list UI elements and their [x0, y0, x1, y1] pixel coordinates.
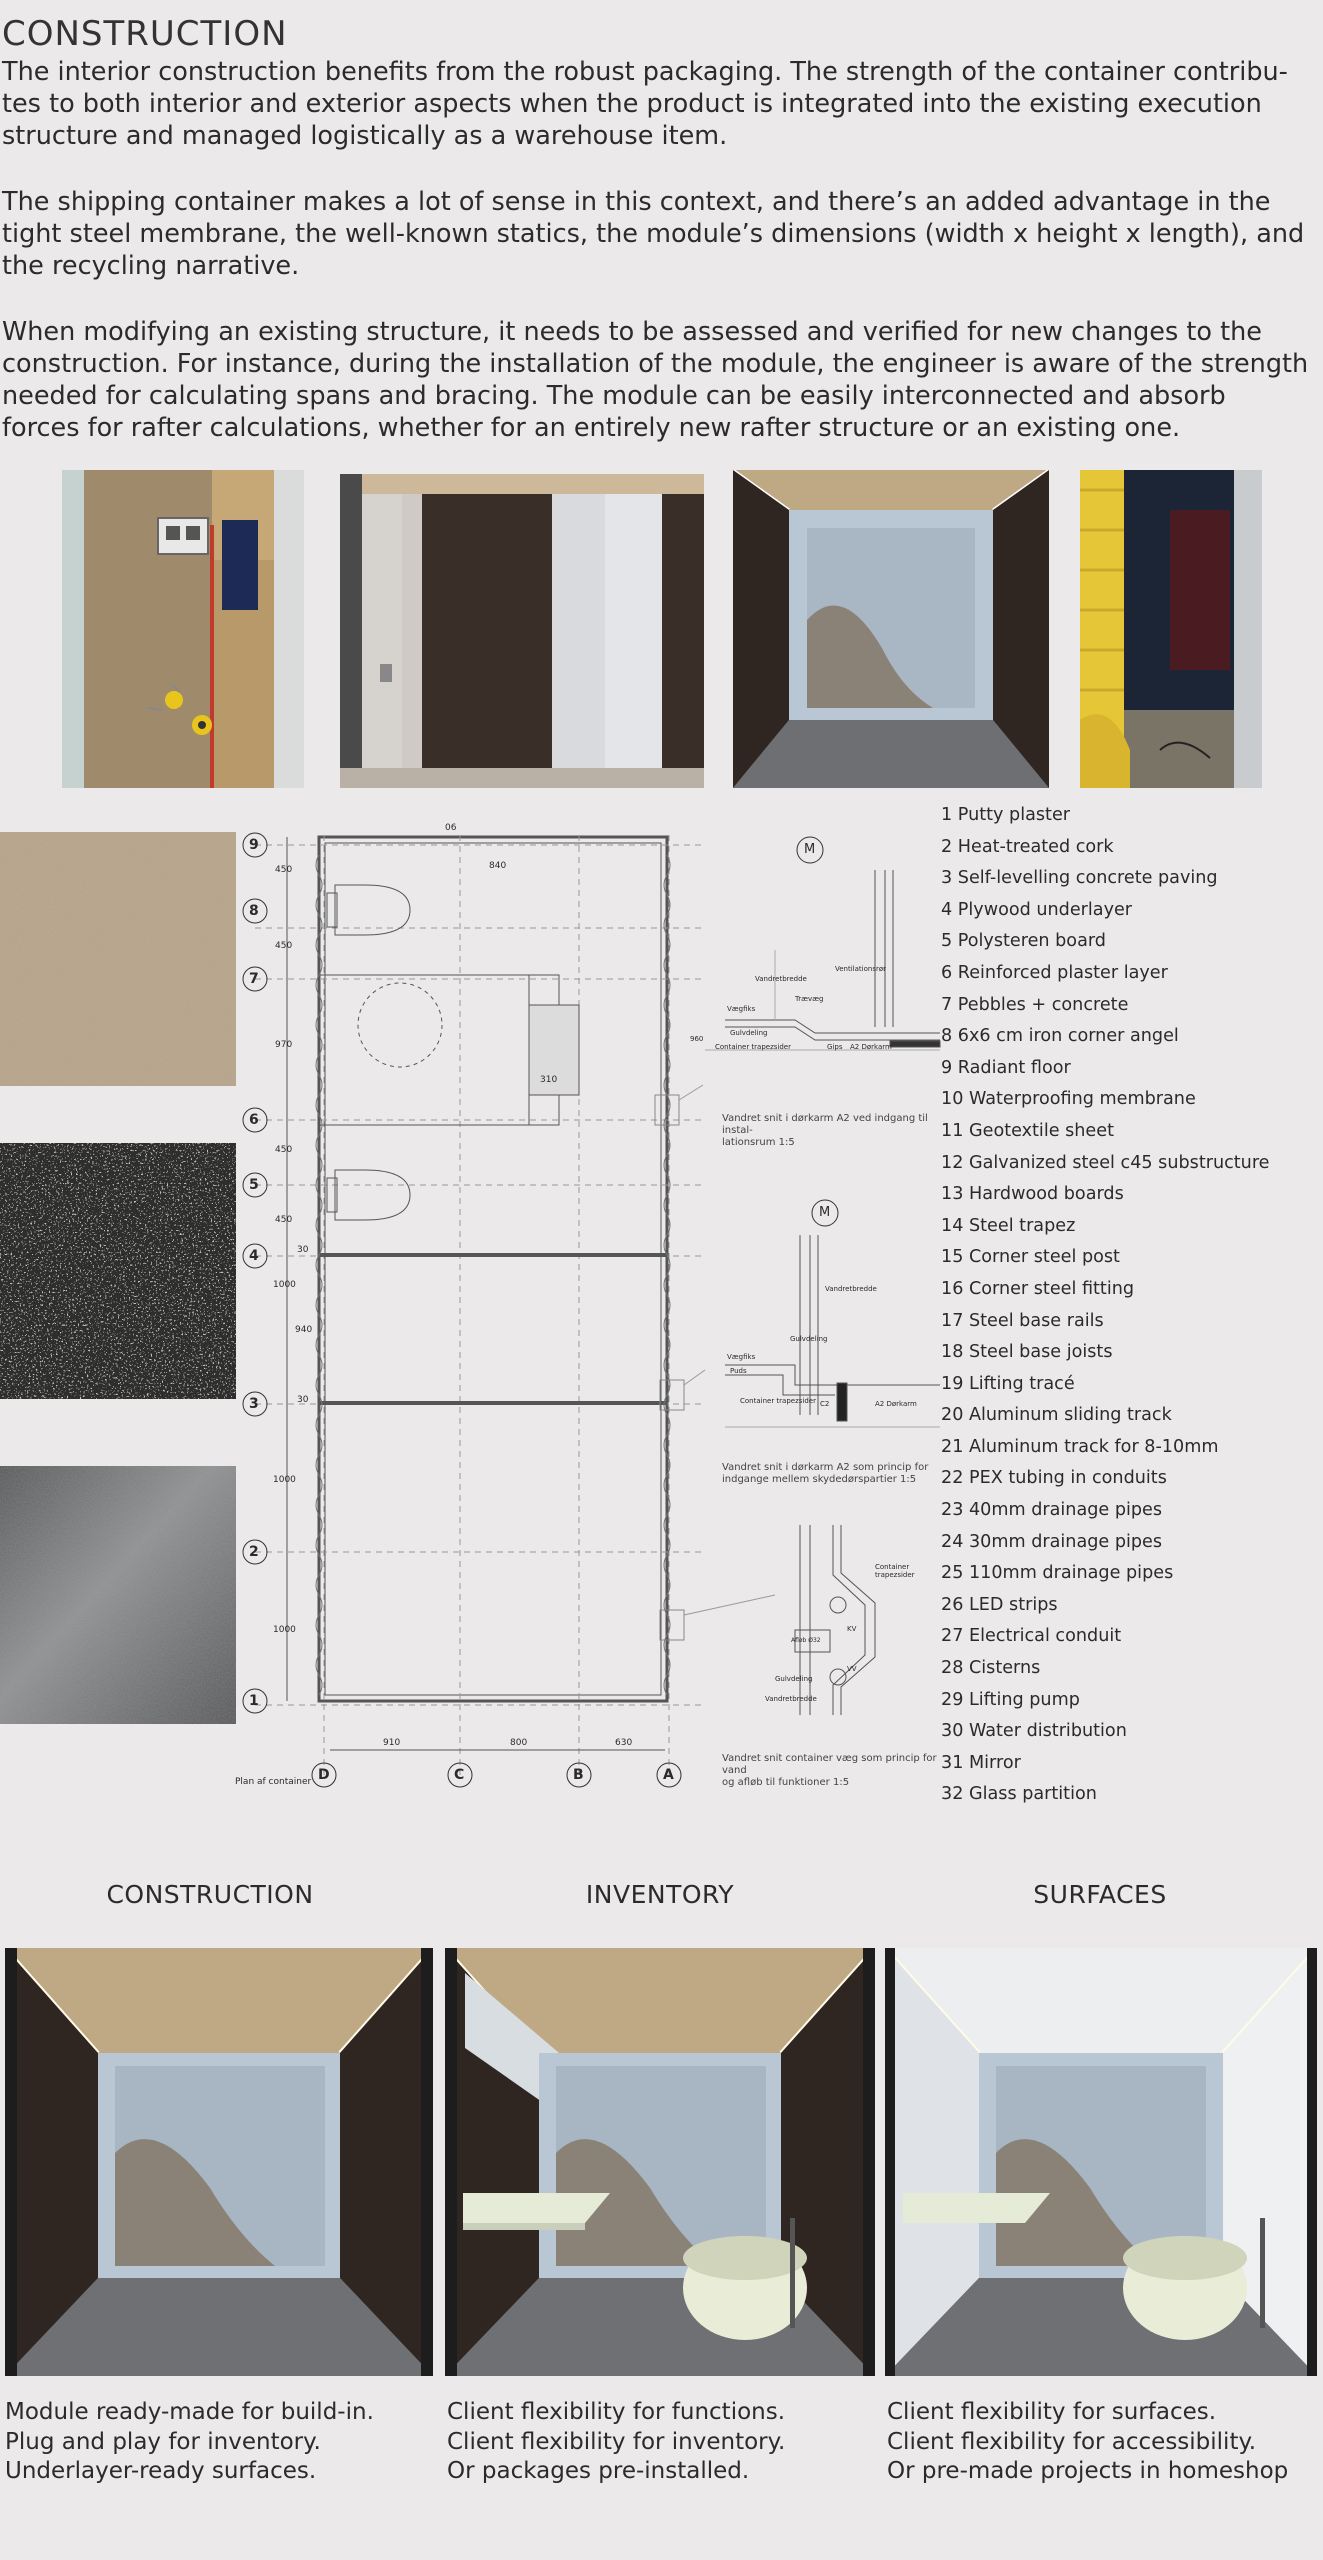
- legend-item: 3 Self-levelling concrete paving: [941, 868, 1218, 889]
- texture-putty-plaster: [0, 832, 236, 1086]
- legend-item: 14 Steel trapez: [941, 1215, 1076, 1236]
- legend-item: 6 Reinforced plaster layer: [941, 962, 1168, 983]
- caption-line: Client flexibility for functions.: [447, 2399, 786, 2425]
- dimension-label: 450: [275, 1215, 293, 1225]
- detail-caption: [722, 1462, 928, 1486]
- detail-label: Container trapezsider: [740, 1397, 816, 1405]
- photo-yellow-container: [1080, 470, 1262, 788]
- grid-col-label: D: [318, 1767, 330, 1783]
- grid-row-label: 2: [249, 1544, 259, 1560]
- paragraph-line: When modifying an existing structure, it needs to be assessed and verified for new changes to the: [2, 317, 1262, 347]
- dimension-label: 630: [615, 1738, 633, 1748]
- paragraph-line: The interior construction benefits from the robust packaging. The strength of the container contribu-: [2, 57, 1288, 87]
- grid-row-label: 7: [249, 971, 259, 987]
- legend-item: 5 Polysteren board: [941, 931, 1106, 952]
- materials-legend: [941, 800, 1321, 1811]
- detail-caption: [722, 1753, 950, 1789]
- dimension-label: 06: [445, 823, 457, 833]
- dimension-label: 310: [540, 1075, 558, 1085]
- dimension-label: 1000: [273, 1280, 296, 1290]
- legend-item: 32 Glass partition: [941, 1784, 1097, 1805]
- detail-label: Vægfiks: [727, 1005, 756, 1013]
- grid-row-label: 1: [249, 1693, 259, 1709]
- caption-line: Underlayer-ready surfaces.: [5, 2458, 317, 2484]
- dimension-label: 1000: [273, 1475, 296, 1485]
- caption-line: Vandret snit i dørkarm A2 som princip for: [722, 1462, 929, 1473]
- detail-label: KV: [847, 1625, 857, 1633]
- detail-label: C2: [820, 1400, 830, 1408]
- legend-item: 19 Lifting tracé: [941, 1373, 1075, 1394]
- paragraph-line: forces for rafter calculations, whether for an entirely new rafter structure or an existing one.: [2, 413, 1181, 443]
- paragraph-line: tes to both interior and exterior aspects when the product is integrated into the existing execution: [2, 89, 1262, 119]
- legend-item: 1 Putty plaster: [941, 805, 1070, 825]
- dimension-label: 450: [275, 1145, 293, 1155]
- caption-line: lationsrum 1:5: [722, 1137, 795, 1148]
- legend-item: 10 Waterproofing membrane: [941, 1089, 1196, 1110]
- structure-paragraph: [2, 316, 1320, 444]
- grid-row-label: 4: [249, 1248, 259, 1264]
- grid-row-label: 6: [249, 1112, 259, 1128]
- legend-item: 17 Steel base rails: [941, 1310, 1104, 1331]
- grid-col-label: C: [454, 1767, 465, 1783]
- legend-item: 11 Geotextile sheet: [941, 1120, 1114, 1141]
- container-paragraph: [2, 186, 1320, 282]
- legend-item: 21 Aluminum track for 8-10mm: [941, 1436, 1219, 1457]
- paragraph-line: construction. For instance, during the installation of the module, the engineer is aware of the strength: [2, 349, 1309, 379]
- detail-label: Gulvdeling: [775, 1675, 813, 1683]
- legend-item: 16 Corner steel fitting: [941, 1278, 1135, 1299]
- detail-label: Vandretbredde: [765, 1695, 817, 1703]
- caption-line: Vandret snit i dørkarm A2 ved indgang til instal-: [722, 1113, 928, 1136]
- paragraph-line: tight steel membrane, the well-known statics, the module’s dimensions (width x height x length), and: [2, 219, 1305, 249]
- photo-installation-wall: [62, 470, 304, 788]
- section-marker: M: [819, 1205, 831, 1220]
- container-floor-plan: [235, 815, 950, 1795]
- paragraph-line: needed for calculating spans and bracing. The module can be easily interconnected and absorb: [2, 381, 1226, 411]
- caption-line: Client flexibility for surfaces.: [887, 2399, 1217, 2425]
- legend-item: 31 Mirror: [941, 1752, 1021, 1773]
- dimension-label: 30: [297, 1395, 309, 1405]
- legend-item: 7 Pebbles + concrete: [941, 994, 1129, 1015]
- dimension-label: 450: [275, 865, 293, 875]
- texture-cork: [0, 1143, 236, 1399]
- plan-label: Plan af container: [235, 1777, 312, 1787]
- detail-label: Vægfiks: [727, 1353, 756, 1361]
- detail-label: Ventilationsrør: [835, 965, 887, 973]
- detail-label: Vandretbredde: [825, 1285, 877, 1293]
- caption-line: Module ready-made for build-in.: [5, 2399, 374, 2425]
- caption-line: indgange mellem skydedørspartier 1:5: [722, 1474, 917, 1485]
- legend-item: 18 Steel base joists: [941, 1342, 1113, 1363]
- dimension-label: 910: [383, 1738, 401, 1748]
- legend-item: 27 Electrical conduit: [941, 1626, 1122, 1647]
- detail-caption: [722, 1113, 950, 1149]
- detail-label: VV: [847, 1665, 857, 1673]
- caption-line: Client flexibility for inventory.: [447, 2428, 786, 2455]
- legend-item: 15 Corner steel post: [941, 1247, 1120, 1268]
- caption-construction: [5, 2398, 374, 2487]
- detail-label: Gulvdeling: [790, 1335, 828, 1343]
- detail-label: Container trapezsider: [875, 1563, 915, 1579]
- dimension-label: 840: [489, 861, 507, 871]
- grid-row-label: 8: [249, 903, 259, 919]
- page-title: CONSTRUCTION: [2, 14, 288, 54]
- caption-line: Or packages pre-installed.: [447, 2458, 750, 2484]
- legend-item: 30 Water distribution: [941, 1721, 1127, 1742]
- texture-concrete: [0, 1466, 236, 1724]
- caption-line: og afløb til funktioner 1:5: [722, 1777, 850, 1788]
- dimension-label: 450: [275, 941, 293, 951]
- grid-row-label: 5: [249, 1177, 259, 1193]
- legend-item: 22 PEX tubing in conduits: [941, 1468, 1167, 1489]
- detail-label: Vandretbredde: [755, 975, 807, 983]
- dimension-label: 970: [275, 1040, 293, 1050]
- render-construction: [5, 1948, 433, 2376]
- grid-row-label: 9: [249, 837, 259, 853]
- caption-line: Or pre-made projects in homeshop: [887, 2458, 1289, 2484]
- legend-item: 13 Hardwood boards: [941, 1184, 1124, 1205]
- paragraph-line: the recycling narrative.: [2, 251, 300, 281]
- legend-item: 24 30mm drainage pipes: [941, 1531, 1163, 1552]
- detail-label: A2 Dørkarm: [875, 1400, 917, 1408]
- column-title-construction: CONSTRUCTION: [106, 1880, 314, 1909]
- detail-label: Container trapezsider: [715, 1043, 791, 1051]
- legend-item: 25 110mm drainage pipes: [941, 1563, 1174, 1584]
- legend-item: 20 Aluminum sliding track: [941, 1405, 1172, 1426]
- legend-item: 2 Heat-treated cork: [941, 836, 1114, 857]
- legend-item: 26 LED strips: [941, 1594, 1058, 1615]
- detail-label: Gulvdeling: [730, 1029, 768, 1037]
- grid-col-label: A: [663, 1767, 674, 1783]
- section-marker: M: [804, 842, 816, 857]
- dimension-label: 940: [295, 1325, 313, 1335]
- legend-item: 28 Cisterns: [941, 1658, 1041, 1679]
- caption-line: Plug and play for inventory.: [5, 2428, 321, 2455]
- caption-inventory: [447, 2398, 785, 2487]
- legend-item: 23 40mm drainage pipes: [941, 1500, 1163, 1521]
- photo-corridor-dune: [733, 470, 1049, 788]
- render-surfaces: [885, 1948, 1317, 2376]
- legend-item: 29 Lifting pump: [941, 1689, 1080, 1710]
- detail-label: Gips: [827, 1043, 843, 1051]
- detail-label: 960: [690, 1035, 704, 1043]
- detail-label: Puds: [730, 1367, 747, 1375]
- caption-surfaces: [887, 2398, 1288, 2487]
- grid-row-label: 3: [249, 1396, 259, 1412]
- dimension-label: 1000: [273, 1625, 296, 1635]
- dimension-label: 800: [510, 1738, 528, 1748]
- legend-item: 9 Radiant floor: [941, 1057, 1071, 1078]
- caption-line: Client flexibility for accessibility.: [887, 2428, 1257, 2455]
- render-inventory: [445, 1948, 875, 2376]
- detail-label: A2 Dørkarm: [850, 1043, 892, 1051]
- paragraph-line: The shipping container makes a lot of sense in this context, and there’s an added advantage in the: [2, 187, 1271, 217]
- dimension-label: 30: [297, 1245, 309, 1255]
- intro-paragraph: [2, 56, 1320, 152]
- column-title-surfaces: SURFACES: [1033, 1880, 1167, 1909]
- legend-item: 12 Galvanized steel c45 substructure: [941, 1152, 1270, 1173]
- legend-item: 8 6x6 cm iron corner angel: [941, 1026, 1179, 1047]
- column-title-inventory: INVENTORY: [585, 1880, 735, 1909]
- detail-label: Afløb Ø32: [791, 1637, 821, 1644]
- legend-item: 4 Plywood underlayer: [941, 899, 1133, 920]
- grid-col-label: B: [573, 1767, 584, 1783]
- caption-line: Vandret snit container væg som princip for vand: [722, 1753, 937, 1776]
- photo-sliding-doors: [340, 474, 704, 788]
- detail-label: Trævæg: [795, 995, 824, 1003]
- paragraph-line: structure and managed logistically as a warehouse item.: [2, 121, 728, 151]
